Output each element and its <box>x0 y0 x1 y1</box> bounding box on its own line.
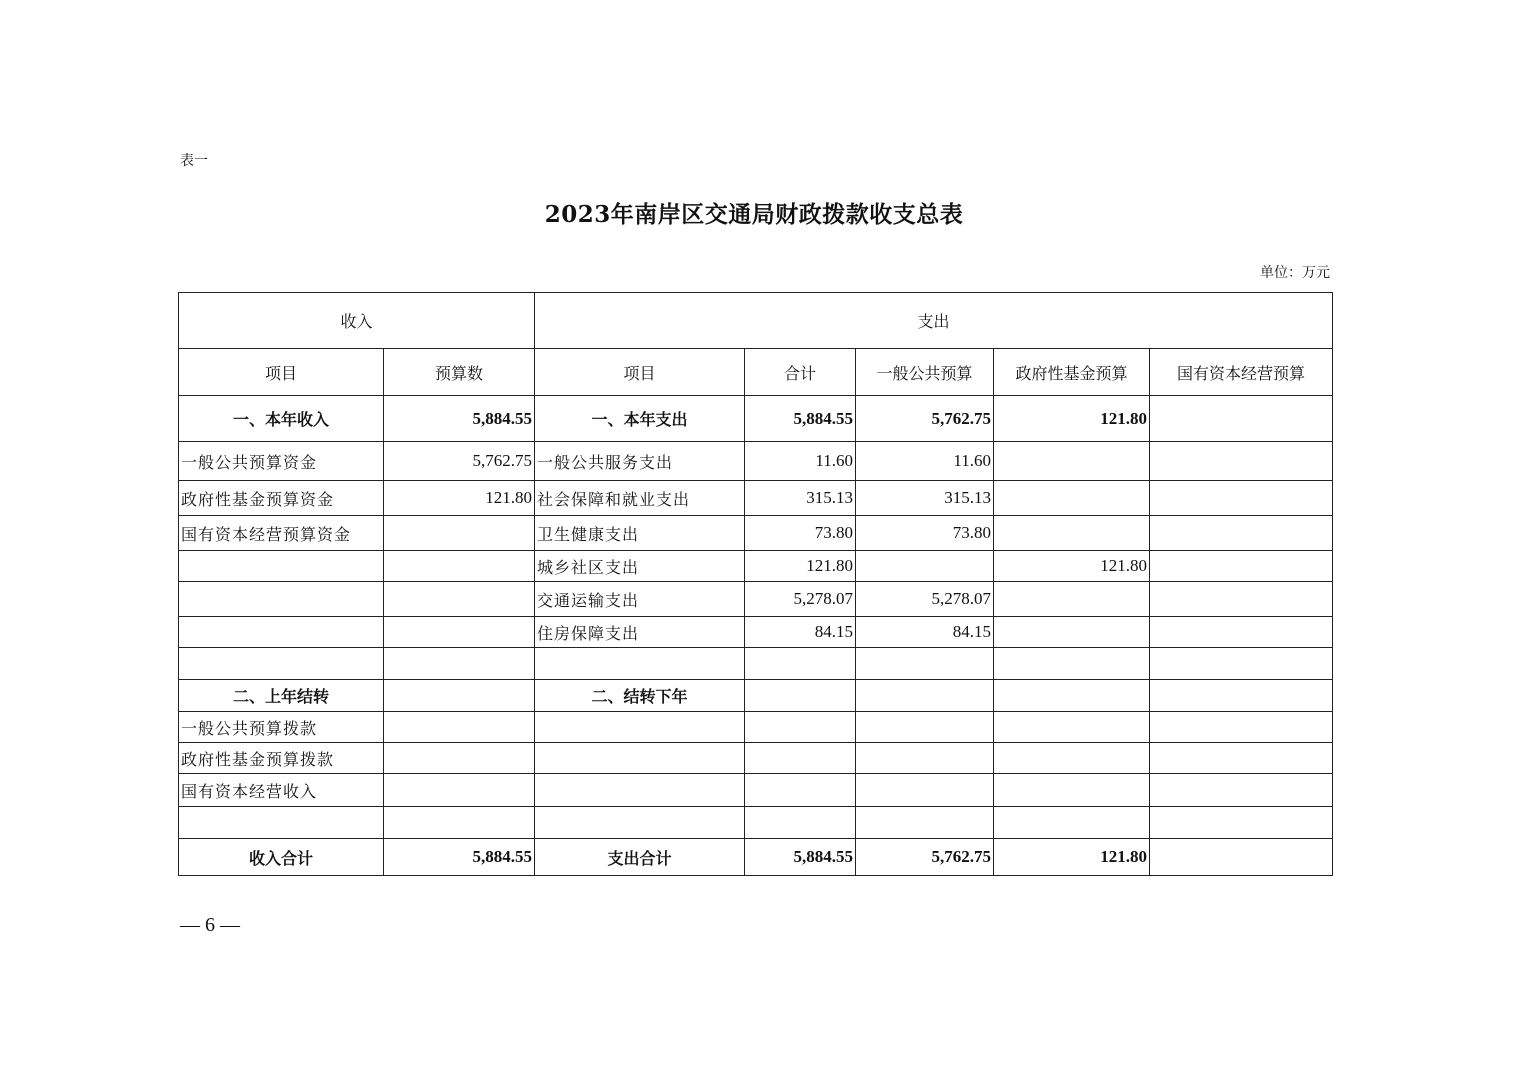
cell-income-budget <box>384 516 535 551</box>
table-row <box>179 442 1333 481</box>
cell-expense-fund: 121.80 <box>994 551 1150 582</box>
cell-expense-total <box>745 648 856 680</box>
table-row <box>179 774 1333 807</box>
cell-income-item <box>179 617 384 648</box>
table-row <box>179 396 1333 442</box>
column-header-row <box>179 349 1333 396</box>
table-row <box>179 648 1333 680</box>
cell-income-budget: 121.80 <box>384 481 535 516</box>
cell-income-budget: 5,884.55 <box>384 839 535 876</box>
cell-expense-total: 5,884.55 <box>745 839 856 876</box>
cell-expense-general: 11.60 <box>856 442 994 481</box>
col-header-total: 合计 <box>745 349 856 396</box>
cell-expense-general: 5,278.07 <box>856 582 994 617</box>
col-header-budget: 预算数 <box>384 349 535 396</box>
cell-expense-fund <box>994 516 1150 551</box>
cell-expense-total: 5,884.55 <box>745 396 856 442</box>
cell-expense-total: 5,278.07 <box>745 582 856 617</box>
cell-expense-item: 一、本年支出 <box>535 396 745 442</box>
cell-expense-state-capital <box>1150 442 1333 481</box>
cell-expense-fund <box>994 582 1150 617</box>
cell-expense-general <box>856 551 994 582</box>
cell-expense-general <box>856 712 994 743</box>
cell-expense-item: 支出合计 <box>535 839 745 876</box>
cell-expense-item <box>535 807 745 839</box>
cell-expense-total: 315.13 <box>745 481 856 516</box>
cell-income-budget: 5,762.75 <box>384 442 535 481</box>
cell-income-budget <box>384 712 535 743</box>
cell-expense-state-capital <box>1150 743 1333 774</box>
col-header-general-budget: 一般公共预算 <box>856 349 994 396</box>
cell-expense-total: 11.60 <box>745 442 856 481</box>
cell-income-budget <box>384 743 535 774</box>
col-header-income-item: 项目 <box>179 349 384 396</box>
cell-expense-state-capital <box>1150 516 1333 551</box>
cell-expense-item <box>535 712 745 743</box>
cell-expense-general: 5,762.75 <box>856 396 994 442</box>
cell-income-budget <box>384 617 535 648</box>
cell-income-budget <box>384 807 535 839</box>
cell-expense-total <box>745 774 856 807</box>
table-row <box>179 617 1333 648</box>
cell-expense-fund: 121.80 <box>994 839 1150 876</box>
cell-expense-fund <box>994 712 1150 743</box>
cell-expense-fund: 121.80 <box>994 396 1150 442</box>
cell-expense-item <box>535 648 745 680</box>
cell-expense-general: 73.80 <box>856 516 994 551</box>
table-row <box>179 551 1333 582</box>
cell-income-item <box>179 551 384 582</box>
cell-income-item: 二、上年结转 <box>179 680 384 712</box>
cell-expense-general <box>856 774 994 807</box>
cell-expense-item: 住房保障支出 <box>535 617 745 648</box>
cell-income-budget <box>384 551 535 582</box>
cell-expense-fund <box>994 648 1150 680</box>
cell-expense-total <box>745 743 856 774</box>
cell-expense-state-capital <box>1150 774 1333 807</box>
table-row <box>179 807 1333 839</box>
cell-expense-state-capital <box>1150 648 1333 680</box>
col-header-state-capital-budget: 国有资本经营预算 <box>1150 349 1333 396</box>
cell-expense-total: 73.80 <box>745 516 856 551</box>
cell-income-item: 政府性基金预算资金 <box>179 481 384 516</box>
table-row <box>179 712 1333 743</box>
budget-table <box>178 292 1333 876</box>
cell-income-item: 国有资本经营预算资金 <box>179 516 384 551</box>
cell-expense-state-capital <box>1150 551 1333 582</box>
cell-income-item: 一般公共预算资金 <box>179 442 384 481</box>
cell-expense-state-capital <box>1150 680 1333 712</box>
cell-expense-state-capital <box>1150 807 1333 839</box>
cell-expense-item <box>535 743 745 774</box>
cell-income-item: 一般公共预算拨款 <box>179 712 384 743</box>
cell-expense-item: 交通运输支出 <box>535 582 745 617</box>
cell-expense-fund <box>994 807 1150 839</box>
cell-expense-general: 5,762.75 <box>856 839 994 876</box>
cell-expense-state-capital <box>1150 582 1333 617</box>
document-title: 2023年南岸区交通局财政拨款收支总表 <box>544 201 964 228</box>
cell-income-item: 一、本年收入 <box>179 396 384 442</box>
cell-income-item <box>179 807 384 839</box>
cell-expense-state-capital <box>1150 839 1333 876</box>
table-label: 表一 <box>180 153 208 169</box>
cell-expense-fund <box>994 680 1150 712</box>
cell-expense-general <box>856 680 994 712</box>
cell-expense-state-capital <box>1150 396 1333 442</box>
table-row <box>179 680 1333 712</box>
cell-expense-fund <box>994 481 1150 516</box>
cell-expense-item: 二、结转下年 <box>535 680 745 712</box>
col-header-fund-budget: 政府性基金预算 <box>994 349 1150 396</box>
table-row <box>179 516 1333 551</box>
unit-label: 单位：万元 <box>1260 265 1330 281</box>
cell-expense-total: 84.15 <box>745 617 856 648</box>
income-group-header: 收入 <box>179 293 535 349</box>
page-number: — 6 — <box>180 914 240 936</box>
table-row <box>179 743 1333 774</box>
cell-expense-state-capital <box>1150 481 1333 516</box>
cell-expense-general <box>856 807 994 839</box>
cell-expense-general: 84.15 <box>856 617 994 648</box>
cell-expense-item: 一般公共服务支出 <box>535 442 745 481</box>
cell-expense-fund <box>994 743 1150 774</box>
cell-income-item: 政府性基金预算拨款 <box>179 743 384 774</box>
cell-expense-fund <box>994 442 1150 481</box>
cell-income-item: 收入合计 <box>179 839 384 876</box>
cell-expense-item <box>535 774 745 807</box>
cell-expense-fund <box>994 617 1150 648</box>
cell-expense-fund <box>994 774 1150 807</box>
cell-income-budget: 5,884.55 <box>384 396 535 442</box>
cell-income-budget <box>384 774 535 807</box>
cell-income-item <box>179 582 384 617</box>
table-row <box>179 582 1333 617</box>
cell-expense-state-capital <box>1150 712 1333 743</box>
expense-group-header: 支出 <box>535 293 1333 349</box>
cell-expense-item: 社会保障和就业支出 <box>535 481 745 516</box>
cell-expense-total <box>745 680 856 712</box>
cell-income-budget <box>384 582 535 617</box>
cell-expense-total <box>745 807 856 839</box>
cell-expense-general <box>856 743 994 774</box>
cell-expense-total: 121.80 <box>745 551 856 582</box>
cell-income-budget <box>384 680 535 712</box>
cell-income-item <box>179 648 384 680</box>
col-header-expense-item: 项目 <box>535 349 745 396</box>
group-header-row <box>179 293 1333 349</box>
cell-expense-state-capital <box>1150 617 1333 648</box>
table-row <box>179 839 1333 876</box>
cell-expense-item: 卫生健康支出 <box>535 516 745 551</box>
cell-income-item: 国有资本经营收入 <box>179 774 384 807</box>
cell-expense-total <box>745 712 856 743</box>
table-row <box>179 481 1333 516</box>
cell-expense-item: 城乡社区支出 <box>535 551 745 582</box>
cell-income-budget <box>384 648 535 680</box>
cell-expense-general <box>856 648 994 680</box>
cell-expense-general: 315.13 <box>856 481 994 516</box>
